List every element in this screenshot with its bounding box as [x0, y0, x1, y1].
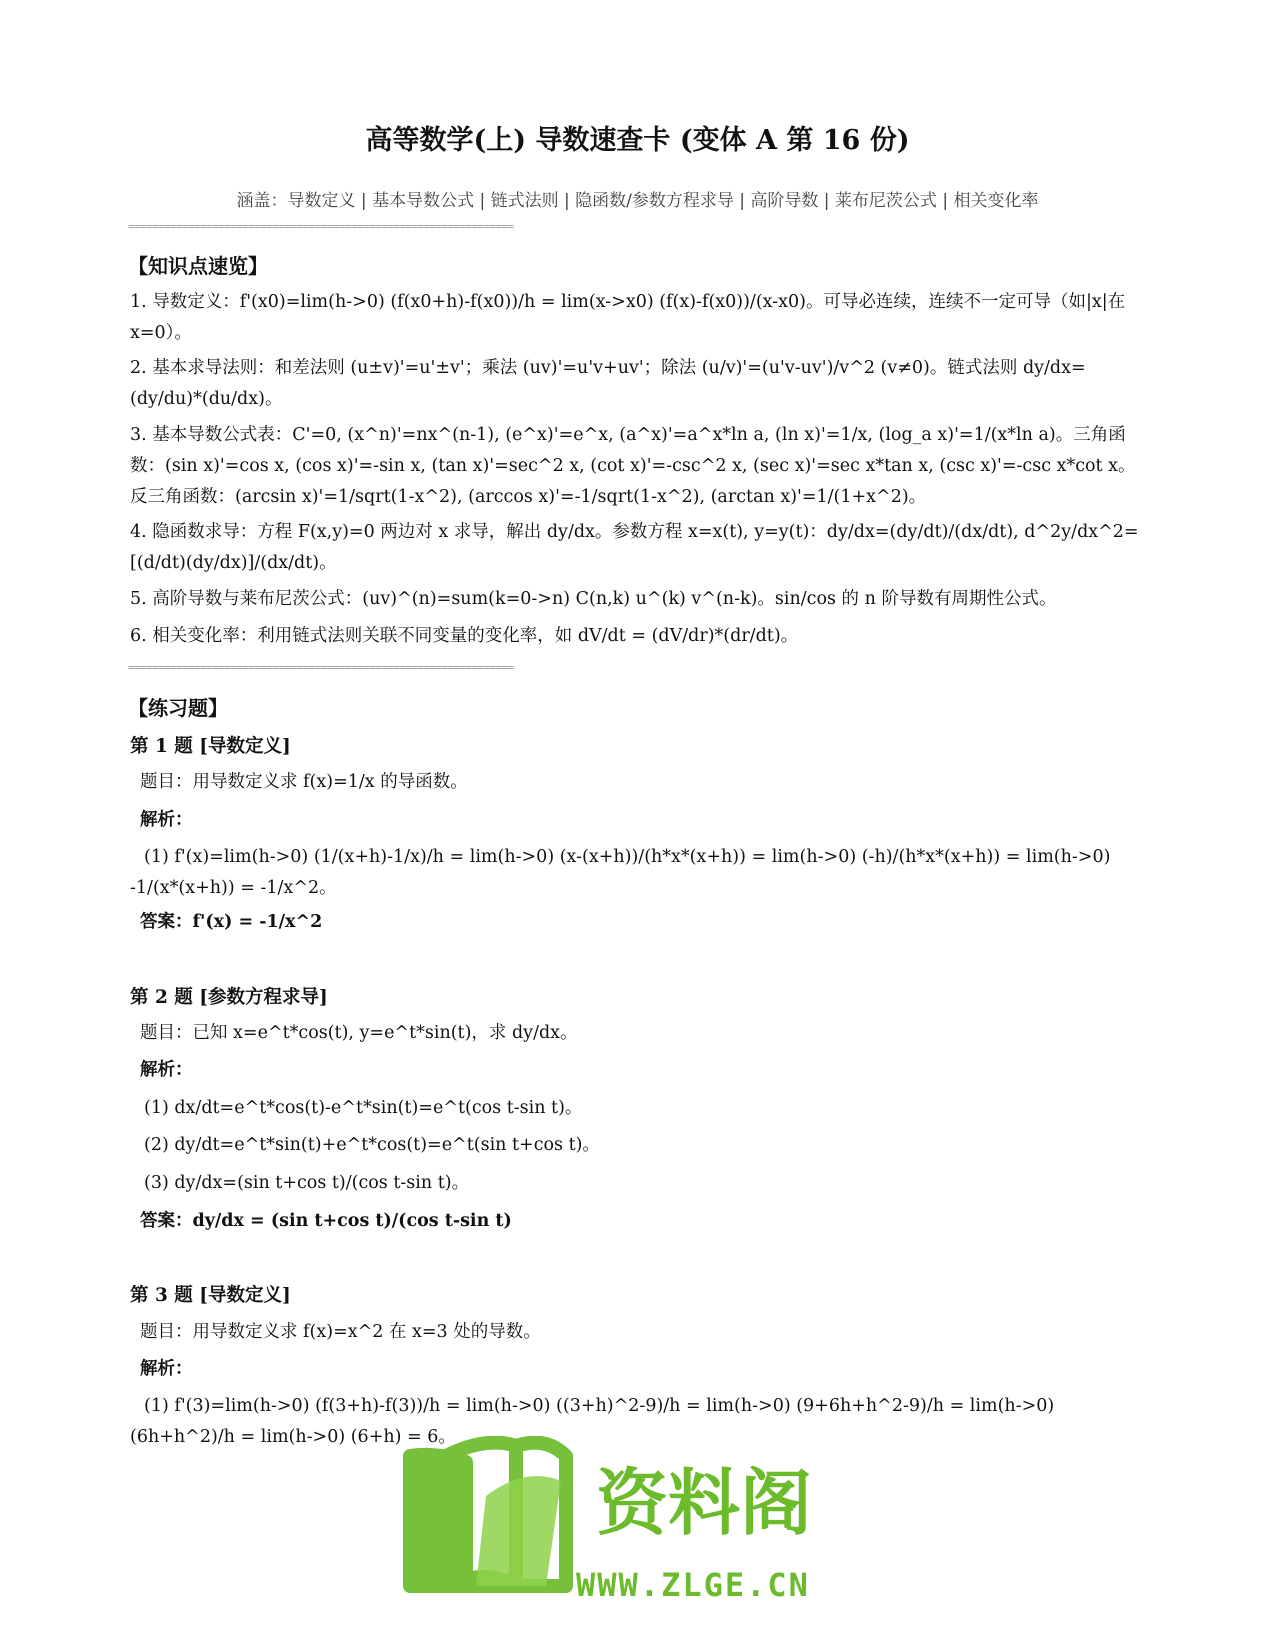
question-2-prompt: 题目：已知 x=e^t*cos(t), y=e^t*sin(t)，求 dy/dx。 [140, 1023, 578, 1043]
question-2-title: 第 2 题 [参数方程求导] [130, 987, 328, 1008]
divider-top: ================================================================ [128, 220, 514, 233]
watermark-brand-text: 资料阁 [596, 1461, 813, 1545]
question-3-title: 第 3 题 [导数定义] [130, 1285, 291, 1306]
question-2-analysis-label: 解析： [140, 1060, 193, 1080]
knowledge-item-5: 5. 高阶导数与莱布尼茨公式：(uv)^(n)=sum(k=0->n) C(n,k) u^(k) v^(n-k)。sin/cos 的 n 阶导数有周期性公式。 [130, 589, 1057, 609]
watermark-url-text: WWW.ZLGE.CN [576, 1566, 810, 1604]
page-subtitle: 涵盖：导数定义 | 基本导数公式 | 链式法则 | 隐函数/参数方程求导 | 高阶导数 | 莱布尼茨公式 | 相关变化率 [236, 191, 1039, 211]
question-1-prompt: 题目：用导数定义求 f(x)=1/x 的导函数。 [140, 772, 468, 792]
question-2-step-1: (1) dx/dt=e^t*cos(t)-e^t*sin(t)=e^t(cos t-sin t)。 [144, 1098, 583, 1118]
question-3-prompt: 题目：用导数定义求 f(x)=x^2 在 x=3 处的导数。 [140, 1322, 541, 1342]
watermark-logo [396, 1436, 866, 1616]
book-icon [396, 1436, 866, 1616]
page-title: 高等数学(上) 导数速查卡 (变体 A 第 16 份) [365, 125, 910, 156]
question-1-answer: 答案：f'(x) = -1/x^2 [140, 912, 323, 932]
question-2-step-2: (2) dy/dt=e^t*sin(t)+e^t*cos(t)=e^t(sin t+cos t)。 [144, 1135, 600, 1155]
divider-bottom: ================================================================ [128, 661, 514, 674]
question-2-answer: 答案：dy/dx = (sin t+cos t)/(cos t-sin t) [140, 1211, 512, 1231]
knowledge-item-3: 3. 基本导数公式表：C'=0, (x^n)'=nx^(n-1), (e^x)'=e^x, (a^x)'=a^x*ln a, (ln x)'=1/x, (log_a x)'=1/(x*ln a)。三角函数：(sin x)'=cos x, (cos x)'=-sin x, (tan x)'=sec^2 x, (cot x)'=-csc^2 x, (sec x)'=sec x*tan x, (csc x)'=-csc x*cot x。反三角函数：(arcsin x)'=1/sqrt(1-x^2), (arccos x)'=-1/sqrt(1-x^2), (arctan x)'=1/(1+x^2)。 [130, 425, 1136, 507]
question-1-title: 第 1 题 [导数定义] [130, 736, 291, 757]
question-3-analysis-label: 解析： [140, 1359, 193, 1379]
question-3-step-1: (1) f'(3)=lim(h->0) (f(3+h)-f(3))/h = lim(h->0) ((3+h)^2-9)/h = lim(h->0) (9+6h+h^2-9)/h = lim(h->0) (6h+h^2)/h = lim(h->0) (6+h) = 6。 [130, 1396, 1055, 1447]
practice-heading: 【练习题】 [128, 696, 228, 720]
question-1-analysis-label: 解析： [140, 810, 193, 830]
knowledge-item-2: 2. 基本求导法则：和差法则 (u±v)'=u'±v'；乘法 (uv)'=u'v+uv'；除法 (u/v)'=(u'v-uv')/v^2 (v≠0)。链式法则 dy/dx=(dy/du)*(du/dx)。 [130, 358, 1086, 409]
question-1-step-1: (1) f'(x)=lim(h->0) (1/(x+h)-1/x)/h = lim(h->0) (x-(x+h))/(h*x*(x+h)) = lim(h->0) (-h)/(h*x*(x+h)) = lim(h->0) -1/(x*(x+h)) = -1/x^2。 [130, 847, 1111, 898]
knowledge-item-6: 6. 相关变化率：利用链式法则关联不同变量的变化率，如 dV/dt = (dV/dr)*(dr/dt)。 [130, 626, 799, 646]
question-2-step-3: (3) dy/dx=(sin t+cos t)/(cos t-sin t)。 [144, 1173, 470, 1193]
knowledge-item-1: 1. 导数定义：f'(x0)=lim(h->0) (f(x0+h)-f(x0))/h = lim(x->x0) (f(x)-f(x0))/(x-x0)。可导必连续，连续不一定可导（如|x|在 x=0）。 [130, 292, 1126, 343]
knowledge-item-4: 4. 隐函数求导：方程 F(x,y)=0 两边对 x 求导，解出 dy/dx。参数方程 x=x(t), y=y(t)：dy/dx=(dy/dt)/(dx/dt), d^2y/dx^2=[(d/dt)(dy/dx)]/(dx/dt)。 [130, 522, 1139, 573]
knowledge-heading: 【知识点速览】 [128, 254, 268, 278]
